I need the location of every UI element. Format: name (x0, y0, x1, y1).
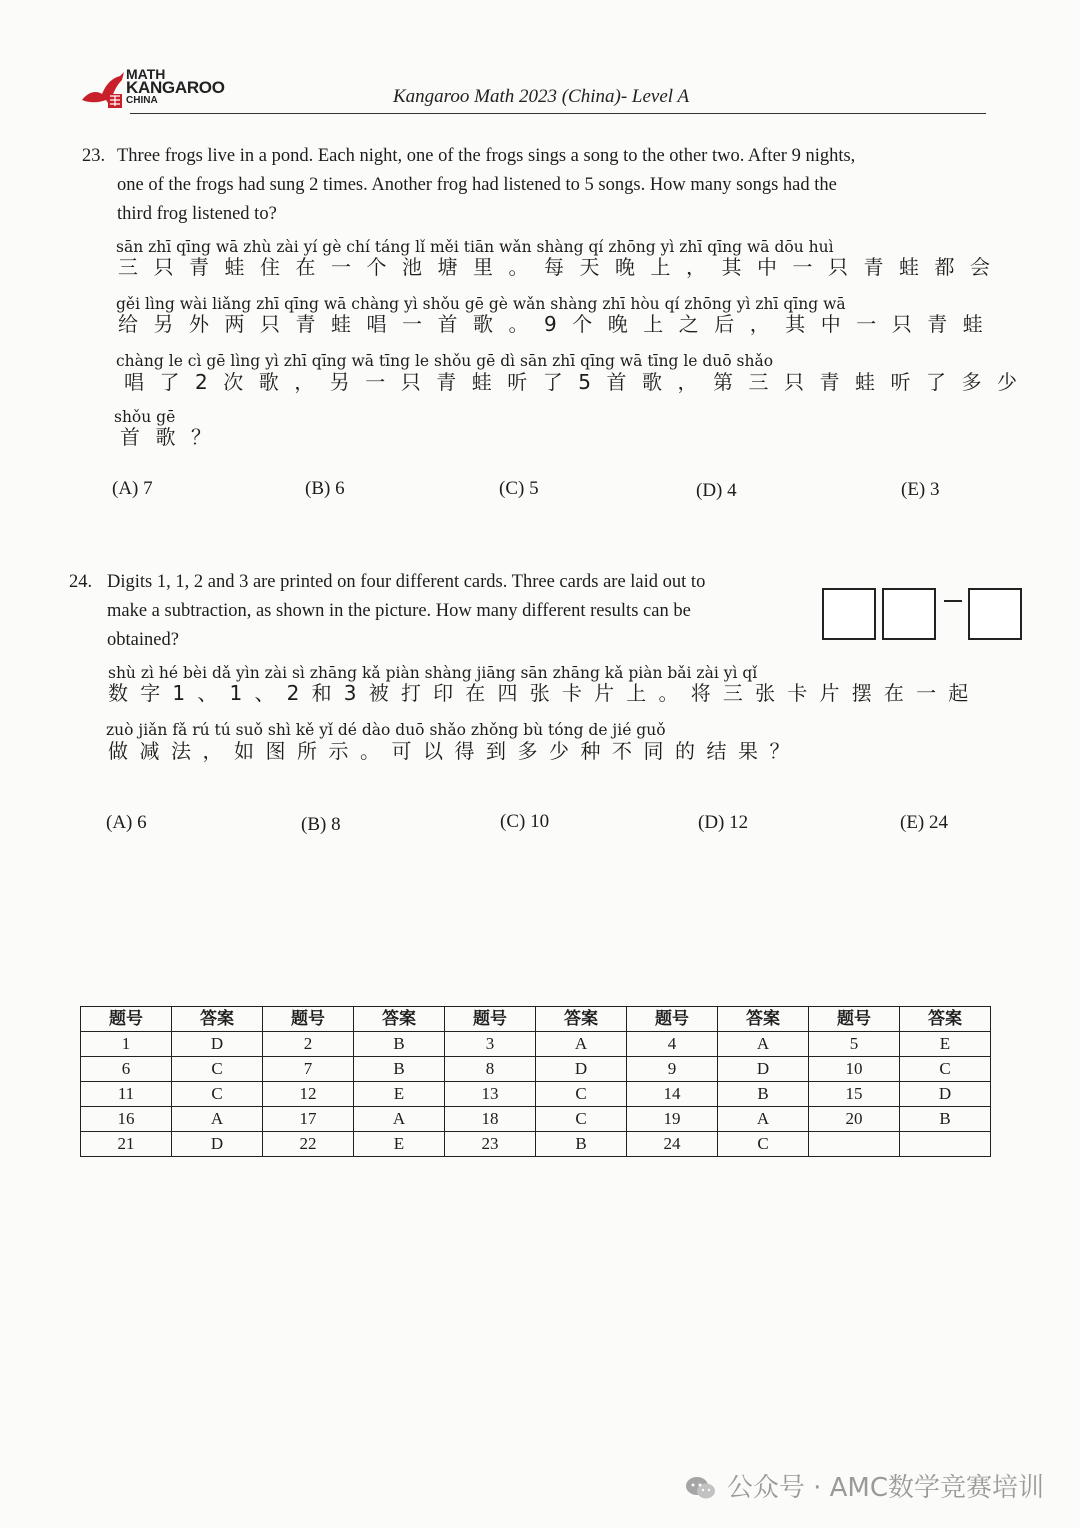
answer-cell: D (900, 1082, 991, 1107)
card-box-2 (882, 588, 936, 640)
answer-cell: D (172, 1132, 263, 1157)
question-24-line-3: obtained? (107, 630, 179, 650)
question-number-cell: 9 (627, 1057, 718, 1082)
answer-cell (900, 1132, 991, 1157)
table-header-cell: 题号 (263, 1007, 354, 1032)
question-23-chinese-4: 首歌？ (120, 425, 227, 449)
answer-cell: D (536, 1057, 627, 1082)
question-23-chinese-1: 三只青蛙住在一个池塘里。每天晚上，其中一只青蛙都会 (118, 255, 1006, 279)
question-23-pinyin-3: chàng le cì gē lìng yì zhī qīng wā tīng le shǒu gē dì sān zhī qīng wā tīng le duō shǎo (116, 352, 774, 370)
logo-line-3: CHINA (126, 95, 158, 106)
question-number-cell: 20 (809, 1107, 900, 1132)
table-header-cell: 答案 (900, 1007, 991, 1032)
question-23-option-d[interactable]: (D) 4 (696, 480, 737, 501)
question-number-cell: 24 (627, 1132, 718, 1157)
watermark-text: 公众号 · AMC数学竞赛培训 (726, 1473, 1044, 1503)
question-number-cell: 10 (809, 1057, 900, 1082)
question-23-option-c[interactable]: (C) 5 (499, 478, 539, 499)
question-24-pinyin-1: shù zì hé bèi dǎ yìn zài sì zhāng kǎ piàn shàng jiāng sān zhāng kǎ piàn bǎi zài yì qǐ (108, 664, 758, 682)
logo-wordmark (126, 68, 225, 107)
answer-cell: E (354, 1082, 445, 1107)
question-23-option-b[interactable]: (B) 6 (305, 478, 345, 499)
question-number-cell: 8 (445, 1057, 536, 1082)
question-24-line-1: Digits 1, 1, 2 and 3 are printed on four different cards. Three cards are laid out to (107, 572, 706, 592)
question-number-cell: 6 (81, 1057, 172, 1082)
question-number-cell: 17 (263, 1107, 354, 1132)
question-24-option-d[interactable]: (D) 12 (698, 812, 749, 833)
question-23-number: 23. (82, 146, 106, 166)
card-box-3 (968, 588, 1022, 640)
header-divider (130, 113, 986, 114)
wechat-watermark (685, 1467, 1044, 1504)
answer-cell: C (172, 1082, 263, 1107)
answer-cell: C (718, 1132, 809, 1157)
wechat-icon (685, 1476, 717, 1500)
question-number-cell: 18 (445, 1107, 536, 1132)
question-number-cell: 12 (263, 1082, 354, 1107)
question-number-cell: 2 (263, 1032, 354, 1057)
table-row (81, 1057, 991, 1082)
question-24-option-b[interactable]: (B) 8 (301, 814, 341, 835)
answer-cell: B (900, 1107, 991, 1132)
table-row (81, 1132, 991, 1157)
table-row (81, 1032, 991, 1057)
answer-cell: D (172, 1032, 263, 1057)
answer-key-table (80, 1006, 991, 1157)
answer-cell: B (718, 1082, 809, 1107)
table-row (81, 1082, 991, 1107)
answer-cell: C (172, 1057, 263, 1082)
question-number-cell: 11 (81, 1082, 172, 1107)
logo-line-1: MATH (126, 66, 166, 82)
question-number-cell: 5 (809, 1032, 900, 1057)
table-row (81, 1107, 991, 1132)
question-24-text (107, 568, 817, 655)
math-kangaroo-logo (78, 66, 228, 110)
question-number-cell: 19 (627, 1107, 718, 1132)
table-header-cell: 题号 (81, 1007, 172, 1032)
answer-cell: A (718, 1032, 809, 1057)
minus-sign (944, 600, 962, 602)
question-24-number: 24. (69, 572, 93, 592)
question-number-cell: 23 (445, 1132, 536, 1157)
answer-cell: A (354, 1107, 445, 1132)
question-24-line-2: make a subtraction, as shown in the picture. How many different results can be (107, 601, 691, 621)
table-header-cell: 答案 (718, 1007, 809, 1032)
question-23-pinyin-1: sān zhī qīng wā zhù zài yí gè chí táng lǐ měi tiān wǎn shàng qí zhōng yì zhī qīng wā dōu huì (116, 238, 834, 256)
question-23-line-1: Three frogs live in a pond. Each night, one of the frogs sings a song to the other two. After 9 nights, (117, 146, 856, 166)
question-number-cell: 4 (627, 1032, 718, 1057)
question-24-chinese-1: 数字1、1、2和3被打印在四张卡片上。将三张卡片摆在一起 (108, 681, 981, 705)
answer-cell: A (172, 1107, 263, 1132)
card-box-1 (822, 588, 876, 640)
answer-cell: B (354, 1032, 445, 1057)
question-number-cell: 21 (81, 1132, 172, 1157)
answer-cell: A (718, 1107, 809, 1132)
question-23-chinese-3: 唱了2次歌，另一只青蛙听了5首歌，第三只青蛙听了多少 (124, 370, 1033, 394)
table-header-cell: 答案 (354, 1007, 445, 1032)
question-23-pinyin-2: gěi lìng wài liǎng zhī qīng wā chàng yì shǒu gē gè wǎn shàng zhī hòu qí zhōng yì zhī qīng wā (116, 295, 846, 313)
question-number-cell: 16 (81, 1107, 172, 1132)
question-number-cell: 1 (81, 1032, 172, 1057)
question-23-option-a[interactable]: (A) 7 (112, 478, 153, 499)
answer-cell: E (354, 1132, 445, 1157)
question-number-cell: 13 (445, 1082, 536, 1107)
answer-cell: C (900, 1057, 991, 1082)
table-header-cell: 题号 (809, 1007, 900, 1032)
question-23-text (117, 142, 987, 229)
question-number-cell: 7 (263, 1057, 354, 1082)
question-23-pinyin-4: shǒu gē (114, 408, 176, 426)
table-header-cell: 答案 (536, 1007, 627, 1032)
question-24-option-e[interactable]: (E) 24 (900, 812, 949, 833)
question-number-cell: 22 (263, 1132, 354, 1157)
question-24-option-a[interactable]: (A) 6 (106, 812, 147, 833)
answer-cell: B (354, 1057, 445, 1082)
question-23-line-3: third frog listened to? (117, 204, 277, 224)
question-23-chinese-2: 给另外两只青蛙唱一首歌。9个晚上之后，其中一只青蛙 (118, 312, 999, 336)
question-number-cell: 15 (809, 1082, 900, 1107)
question-number-cell (809, 1132, 900, 1157)
kangaroo-logo-icon (78, 70, 128, 110)
logo-line-2: KANGAROO (126, 78, 225, 97)
question-24-option-c[interactable]: (C) 10 (500, 811, 550, 832)
answer-table-header-row (81, 1007, 991, 1032)
table-header-cell: 题号 (445, 1007, 536, 1032)
answer-cell: C (536, 1107, 627, 1132)
table-header-cell: 答案 (172, 1007, 263, 1032)
question-24-chinese-2: 做减法，如图所示。可以得到多少种不同的结果？ (108, 739, 801, 763)
answer-cell: D (718, 1057, 809, 1082)
question-24-pinyin-2: zuò jiǎn fǎ rú tú suǒ shì kě yǐ dé dào duō shǎo zhǒng bù tóng de jié guǒ (106, 721, 666, 739)
question-23-line-2: one of the frogs had sung 2 times. Another frog had listened to 5 songs. How many songs had the (117, 175, 837, 195)
answer-cell: E (900, 1032, 991, 1057)
answer-cell: B (536, 1132, 627, 1157)
question-23-option-e[interactable]: (E) 3 (901, 479, 940, 500)
answer-cell: A (536, 1032, 627, 1057)
page-header-title: Kangaroo Math 2023 (China)- Level A (393, 86, 690, 107)
table-header-cell: 题号 (627, 1007, 718, 1032)
question-number-cell: 3 (445, 1032, 536, 1057)
answer-cell: C (536, 1082, 627, 1107)
question-number-cell: 14 (627, 1082, 718, 1107)
